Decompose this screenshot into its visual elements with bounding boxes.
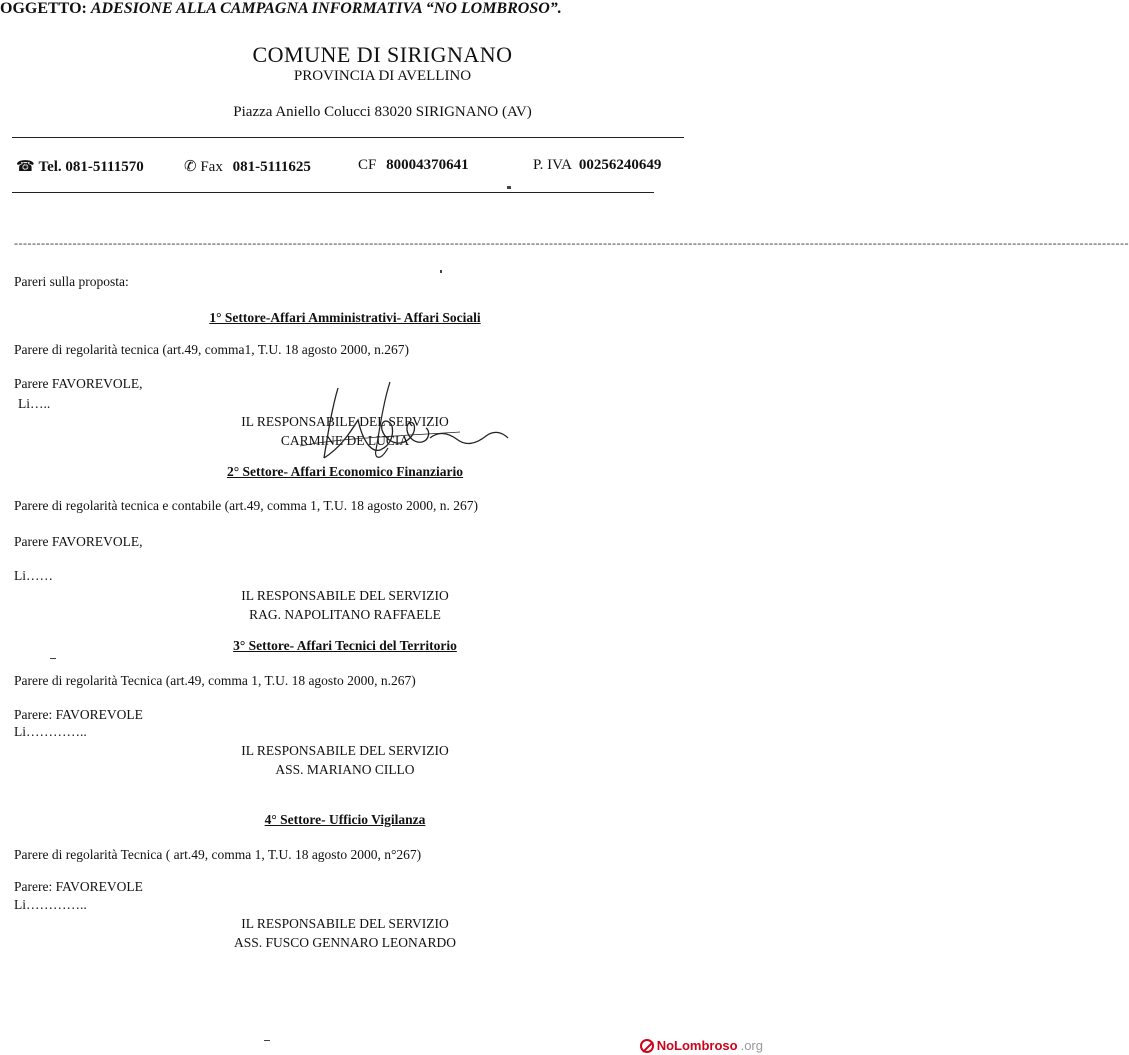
subject-line	[0, 0, 765, 18]
piva-value: 00256240649	[578, 157, 662, 173]
section-2-resp-title: IL RESPONSABILE DEL SERVIZIO	[241, 588, 449, 603]
watermark-domain: .org	[740, 1038, 763, 1053]
piva-label: P. IVA	[533, 157, 572, 173]
section-2-li: Li……	[14, 568, 53, 583]
contact-line	[16, 157, 144, 176]
tel-label: Tel.	[38, 159, 62, 175]
header-rule-bottom	[12, 192, 654, 193]
dashed-separator: --------------------------------------------------------------------------------------------------------------------------------------------------------------------------------------------------------------------------------------------------------	[14, 236, 1129, 250]
cf-label: CF	[358, 157, 377, 173]
section-4-resp-title: IL RESPONSABILE DEL SERVIZIO	[241, 916, 449, 931]
section-1-esito: Parere FAVOREVOLE,	[14, 376, 143, 391]
section-3-responsible	[0, 741, 690, 779]
section-2-title: 2° Settore- Affari Economico Finanziario	[226, 464, 464, 479]
fax-label: Fax	[200, 159, 223, 175]
section-4-esito: Parere: FAVOREVOLE	[14, 879, 143, 894]
section-3-parere: Parere di regolarità Tecnica (art.49, comma 1, T.U. 18 agosto 2000, n.267)	[14, 673, 416, 688]
section-1-parere: Parere di regolarità tecnica (art.49, comma1, T.U. 18 agosto 2000, n.267)	[14, 342, 410, 357]
subject-label: OGGETTO:	[0, 0, 87, 17]
section-3-li: Li…………..	[14, 724, 87, 739]
section-1-resp-name: CARMINE DE LUCIA	[280, 433, 410, 448]
piva-group	[533, 157, 661, 174]
section-2-parere: Parere di regolarità tecnica e contabile (art.49, comma 1, T.U. 18 agosto 2000, n. 267)	[14, 498, 478, 513]
no-sign-icon	[640, 1039, 654, 1053]
section-4-responsible	[0, 914, 690, 952]
section-2-esito: Parere FAVOREVOLE,	[14, 534, 143, 549]
section-3-esito: Parere: FAVOREVOLE	[14, 707, 143, 722]
fax-value: 081-5111625	[232, 159, 311, 175]
section-3-resp-title: IL RESPONSABILE DEL SERVIZIO	[241, 743, 449, 758]
scan-speck	[50, 658, 56, 659]
section-1-resp-title: IL RESPONSABILE DEL SERVIZIO	[241, 414, 449, 429]
telephone-icon: ☎	[16, 159, 35, 175]
handwritten-signature	[280, 378, 520, 468]
municipality-address: Piazza Aniello Colucci 83020 SIRIGNANO (AV)	[233, 104, 532, 120]
section-3-title: 3° Settore- Affari Tecnici del Territorio	[233, 638, 457, 653]
section-4-title: 4° Settore- Ufficio Vigilanza	[264, 812, 426, 827]
section-4-li: Li…………..	[14, 897, 87, 912]
section-1-li: Li…..	[18, 396, 51, 411]
section-4-parere: Parere di regolarità Tecnica ( art.49, comma 1, T.U. 18 agosto 2000, n°267)	[14, 847, 422, 862]
province-name: PROVINCIA DI AVELLINO	[293, 68, 472, 84]
section-4-resp-name: ASS. FUSCO GENNARO LEONARDO	[233, 935, 457, 950]
municipality-title: COMUNE DI SIRIGNANO	[252, 42, 513, 67]
scan-speck	[264, 1040, 270, 1041]
fax-group	[184, 157, 311, 176]
watermark-logo	[640, 1038, 763, 1053]
tel-value: 081-5111570	[65, 159, 144, 175]
scan-speck	[440, 270, 442, 273]
header-rule-top	[12, 137, 684, 138]
section-3-resp-name: ASS. MARIANO CILLO	[275, 762, 415, 777]
section-2-resp-name: RAG. NAPOLITANO RAFFAELE	[249, 607, 441, 622]
subject-text: ADESIONE ALLA CAMPAGNA INFORMATIVA “NO LOMBROSO”.	[90, 0, 562, 17]
watermark-name: NoLombroso	[656, 1038, 738, 1053]
section-1-title: 1° Settore-Affari Amministrativi- Affari Sociali	[209, 310, 481, 325]
cf-group	[358, 157, 469, 174]
intro-text: Pareri sulla proposta:	[14, 274, 129, 289]
section-2-responsible	[0, 586, 690, 624]
scan-speck	[507, 186, 511, 189]
cf-value: 80004370641	[386, 157, 469, 173]
fax-icon: ✆	[184, 159, 197, 175]
